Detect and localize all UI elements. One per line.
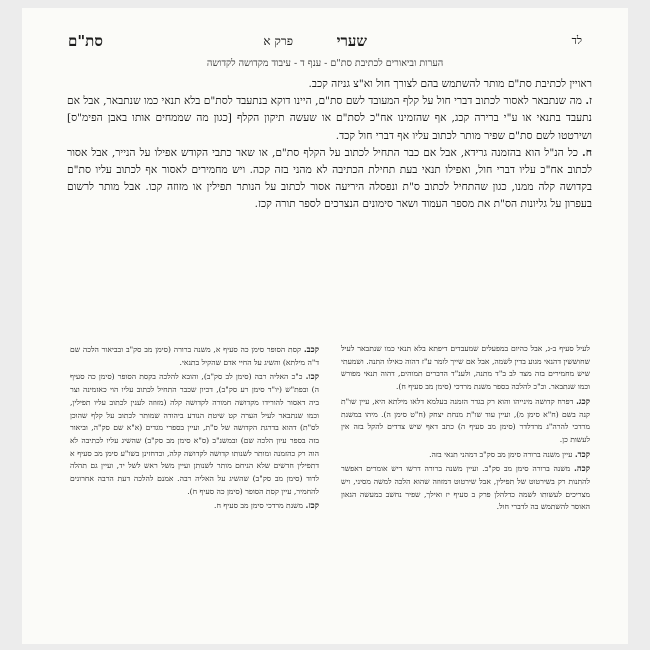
footnote-label: קכו. [305,371,319,382]
paragraph-text: מה שנתבאר לאסור לכתוב דברי חול על קלף המעובד לשם סת"ם, היינו דוקא בנתעבד לסת"ם בלא תנאי כמו שנתבאר, אבל אם נתעבד בתנאי או ע"י ברירה קכג, אף שהזמינו אח"כ לסת"ם או שעשה תיקון הקלף [כגון מה שממחים אותו באבן הפימ"ס] ושירטטו לשם סת"ם שפיר מותר לכתוב עליו אף דברי חול קכד. [67,95,592,142]
footnotes-area [70,343,590,614]
footnote-label: קכד. [574,448,590,459]
footnote [341,395,590,447]
footnote-text: כ"כ האליה רבה (סימן לב סק"ב), והובא להלכה בקסת הסופר (סימן כה סעיף ה) ובפת"ש (יו"ד סימן רע סק"ב), דכיון שכבר התחיל לכתוב עליו הוי כאזמינה וצר ביה דאסור להורידו מקדושה חמורה לקדושה קלה (מזוזה לענין לכתוב עליו תפילין, וכמו שנתבאר לעיל הערה קט שיטת הנודע ביהודה שמותר לכתוב על קלף שהוכן לס"ת) דהוא בדרגת הקדושה של ס"ת, ועיין בספרי מגדים (א"א שם סק"ה, וביאור בזה בספר עיון הלכה שם) ובמשנ"ב (ס"א סימן מב סק"ב) שהשיג עליו לכתיבה לא הוה רק כהזמנה ומותר לשנותו קדושה לקדושה קלה, וכדחזינן בשו"ע סימן מב סעיף א דתפילין חדשים שלא הניחם מותר לשנותן ועיין משל ראש לשל יד, ועיין גם תהלה לדוד (סימן מב סק"ב) שהשיג על האליה רבה. אמנם להלכה דעת הרבה אחרונים להחמיר, עיין קסת הסופר (סימן כה סעיף ח). [70,372,319,496]
book-page [22,8,628,644]
footnote-text: משנה ברורה סימן מב סק"ב. ועיין משנה ברורה דרשו דיש אומרים דאפשר להתנות רק בשירטוט של תפילין, אבל שירטוט דמזוזה שהוא הלכה למשה מסיני, ויש מצריכים לעשותו לשמה כדלהלן פרק ב סעיף יז ואילך, שפיר נחשב כמעשה הגאון האוסר להשתמש בה לדברי חול. [341,464,590,512]
book-title: שערי [336,32,367,50]
footnote [70,370,319,498]
paragraph-label: ז. [585,95,592,108]
topic-title: סת"ם [68,32,103,50]
footnote-label: קכה. [574,463,590,474]
footnote-label: קכז. [305,500,319,511]
footnote-text: דפרח קדושה מינייהו והוא רק בגדר הזמנה בעלמא דלאו מילתא היא, עיין שו"ת קנה בשם (ח"א סימן מ), ועיין עוד שו"ת מנחת יצחק (ח"ט סימן ה). מיהו במשנת מרדכי להרה"ג מרדלדר (סימן מב סעיף ה) כתב דאף שיש צדדים להקל בזה אין לעשות כן. [341,396,590,444]
footnote-text: משנת מרדכי סימן מב סעיף ח. [214,501,304,511]
footnote-label: קכב. [303,344,319,354]
paragraph-7 [67,93,592,145]
footnote-label: קכג. [576,395,590,406]
chapter-label: פרק א [263,34,293,48]
footnotes-right-column [341,343,590,614]
footnote-text: קסת הסופר סימן כה סעיף א, משנה ברורה (סימן מב סק"ב ובביאור הלכה שם ד"ה מילתא) והשיג על החיי אדם שהקיל בתנאי. [70,345,319,367]
footnotes-left-column [70,343,319,614]
footnote [70,343,319,369]
page-number: לד [571,34,582,47]
paragraph-label: ח. [582,146,592,159]
footnote [341,448,590,462]
paragraph-text: כל הנ"ל הוא בהזמנה גרידא, אבל אם כבר התחיל לכתוב על הקלף סת"ם, או שאר כתבי הקודש אפילו על הנייר, אבל אסור לכתוב אח"כ עליו דברי חול, ואפילו תנאי בעת תחילת הכתיבה לא מהני בזה קכה. ויש מחמירים לאסור אף לכתוב עליו סת"ם בקדושה קלה ממנו, כגון שהתחיל לכתוב ס"ת ונפסלה היריעה אסור לכתוב על הנותר תפילין או מזוזה קכו. אבל מותר לרשום בעפרון על גליונות הס"ת את מספר העמוד ושאר סימונים הנצרכים לספר תורה קכז. [67,146,592,211]
footnote [341,462,590,514]
footnote-text: עיין משנה ברורה סימן מב סק"ב דמהני תנאי בזה. [429,449,573,459]
paragraph-continuation: ראויין לכתיבת סת"ם מותר להשתמש בהם לצורך חול וא"צ גניזה קכב. [308,78,592,90]
paragraph-8 [67,145,592,214]
section-subtitle: הערות וביאורים לכתיבת סת"ם - ענף ד - עיבוד מקדושה לקדושה [206,58,444,69]
running-header [68,32,582,56]
main-text [67,76,592,214]
footnote [70,499,319,513]
footnote-continuation: לעיל סעיף ב-ג, אבל כהיום במפעלים שמעבדים דיפתא בלא תנאי כמו שנתבאר לעיל שחוששין דהנאי מגוע בדין לשמה, אבל אם שייך לומר ע"ז דהוה כאילו התנה. ושמעתי שיש מחמירים בזה מצד לב ב"ד מתנה, ולענ"ד הדברים תמוהים, דהוה תנאי מפורש וכמו שנתבאר. וכ"כ להלכה בספר משנת מרדכי (סימן מב סעיף ח). [341,344,590,392]
